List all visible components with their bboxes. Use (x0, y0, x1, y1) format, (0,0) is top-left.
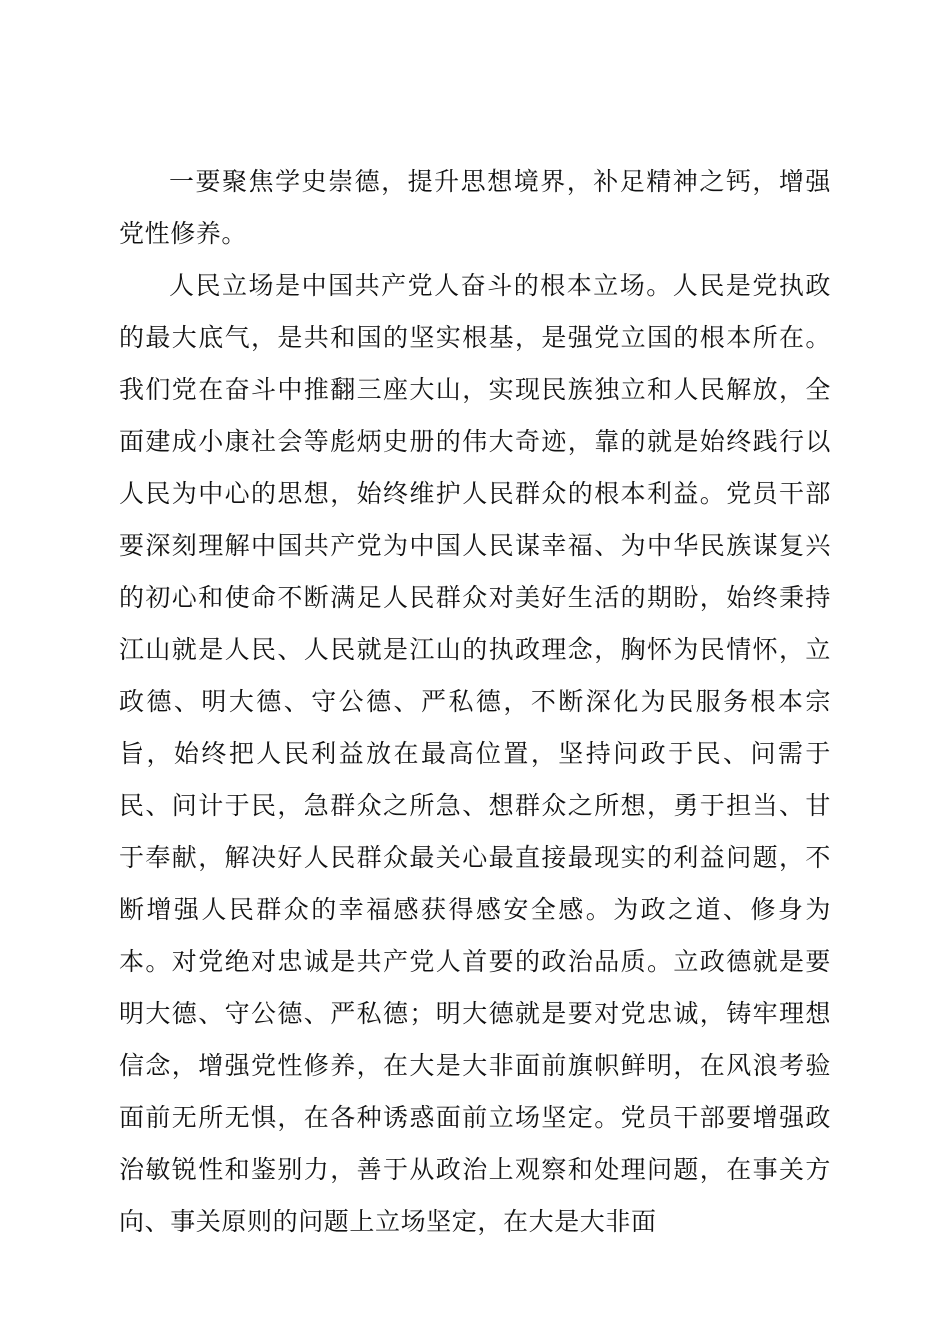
paragraph-body: 人民立场是中国共产党人奋斗的根本立场。人民是党执政的最大底气，是共和国的坚实根基，是强党立国的根本所在。我们党在奋斗中推翻三座大山，实现民族独立和人民解放，全面建成小康社会等彪炳史册的伟大奇迹，靠的就是始终践行以人民为中心的思想，始终维护人民群众的根本利益。党员干部要深刻理解中国共产党为中国人民谋幸福、为中华民族谋复兴的初心和使命不断满足人民群众对美好生活的期盼，始终秉持江山就是人民、人民就是江山的执政理念，胸怀为民情怀，立政德、明大德、守公德、严私德，不断深化为民服务根本宗旨，始终把人民利益放在最高位置，坚持问政于民、问需于民、问计于民，急群众之所急、想群众之所想，勇于担当、甘于奉献，解决好人民群众最关心最直接最现实的利益问题，不断增强人民群众的幸福感获得感安全感。为政之道、修身为本。对党绝对忠诚是共产党人首要的政治品质。立政德就是要明大德、守公德、严私德；明大德就是要对党忠诚，铸牢理想信念，增强党性修养，在大是大非面前旗帜鲜明，在风浪考验面前无所无惧，在各种诱惑面前立场坚定。党员干部要增强政治敏锐性和鉴别力，善于从政治上观察和处理问题，在事关方向、事关原则的问题上立场坚定，在大是大非面 (119, 271, 831, 1236)
paragraph-heading-point: 一要聚焦学史崇德，提升思想境界，补足精神之钙，增强党性修养。 (119, 167, 831, 248)
document-body (119, 156, 831, 1248)
